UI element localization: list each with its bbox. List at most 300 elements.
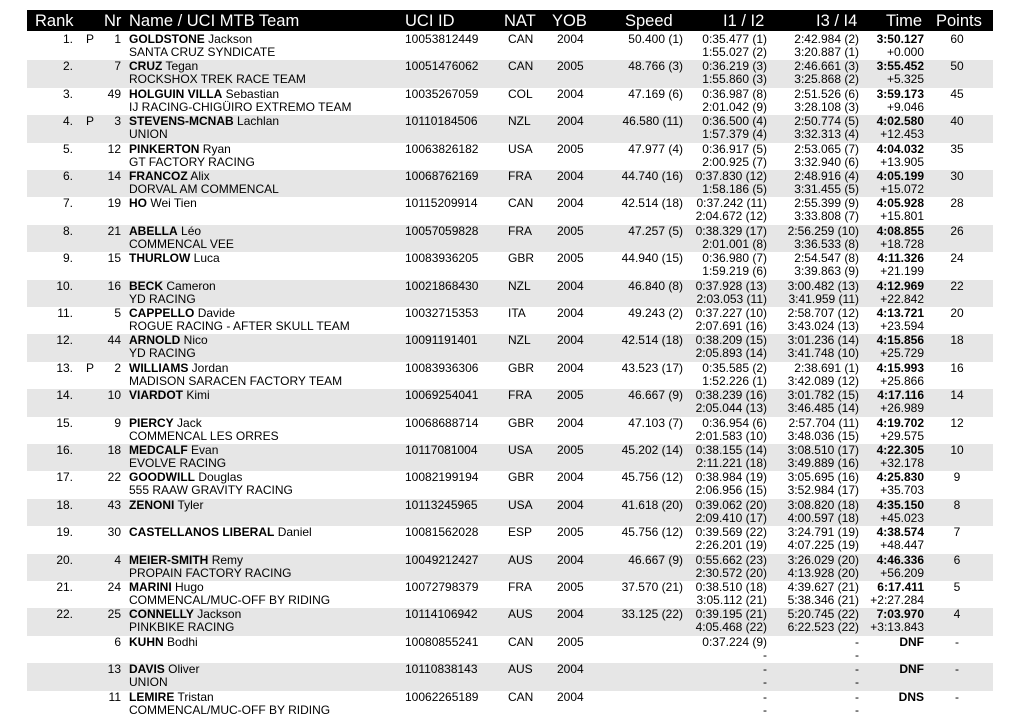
rider-first-name: Oliver [168, 662, 200, 677]
team-name: MADISON SARACEN FACTORY TEAM [129, 373, 343, 388]
split-i2: 1:57.379 (4) [702, 127, 767, 142]
rider-last-name: STEVENS-MCNAB [129, 114, 234, 129]
split-i1: 0:39.062 (20) [695, 497, 767, 512]
finish-time: 4:02.580 [876, 114, 924, 129]
rank-cell: 20. [56, 552, 73, 567]
finish-time: 4:15.993 [876, 360, 924, 375]
rider-last-name: MARINI [129, 580, 172, 594]
col-time: Time [886, 12, 923, 30]
split-i4: 3:41.959 (11) [788, 291, 859, 306]
team-name: YD RACING [129, 346, 196, 361]
rider-first-name: Léo [181, 223, 202, 238]
rank-cell: 2. [62, 59, 73, 74]
rider-first-name: Tyler [177, 497, 204, 512]
split-i1: - [763, 662, 767, 677]
uci-id: 10069254041 [405, 388, 479, 403]
team-name: PROPAIN FACTORY RACING [129, 565, 292, 580]
rider-last-name: DAVIS [129, 662, 165, 677]
split-i3: - [855, 662, 859, 677]
rider-first-name: Luca [193, 251, 220, 266]
uci-id: 10049212427 [405, 552, 479, 567]
rider-name [129, 499, 203, 513]
uci-id: 10113245965 [405, 497, 478, 512]
split-i1: 0:55.662 (23) [695, 552, 767, 567]
split-i4: - [855, 647, 859, 662]
year-of-birth: 2004 [557, 86, 584, 101]
split-i4: 5:38.346 (21) [787, 593, 859, 607]
rank-cell: 8. [62, 223, 73, 238]
split-i2: 2:07.691 (16) [695, 319, 767, 333]
table-row [27, 608, 993, 635]
points: 6 [953, 552, 961, 567]
rider-first-name: Nico [183, 333, 208, 348]
points: 60 [950, 32, 964, 46]
table-row [27, 225, 993, 252]
nationality: USA [508, 141, 533, 156]
time-gap: +29.575 [880, 428, 924, 443]
time-gap: +32.178 [880, 456, 924, 470]
bib-number: 22 [107, 470, 121, 485]
nationality: USA [508, 497, 533, 512]
time-gap: +56.209 [880, 565, 924, 580]
points: 28 [950, 196, 964, 211]
rider-first-name: Alix [190, 169, 210, 183]
rider-first-name: Lachlan [237, 114, 280, 129]
split-i1: 0:36.917 (5) [702, 141, 767, 156]
table-row [27, 252, 993, 279]
uci-id: 10057059828 [405, 223, 479, 238]
split-i3: 2:54.547 (8) [794, 251, 859, 266]
speed-trap: 42.514 (18) [621, 196, 683, 211]
split-i3: 3:24.791 (19) [787, 525, 859, 540]
time-gap: +35.703 [880, 483, 924, 498]
points: 9 [953, 470, 961, 485]
split-i3: 2:48.916 (4) [794, 169, 859, 183]
split-i2: 1:55.027 (2) [702, 45, 767, 59]
speed-trap: 37.570 (21) [621, 580, 683, 594]
nationality: CAN [508, 196, 534, 211]
finish-time: 4:11.326 [877, 251, 924, 266]
speed-trap: 44.740 (16) [621, 169, 683, 183]
split-i1: 0:37.224 (9) [702, 634, 767, 649]
speed-trap: 45.756 (12) [621, 525, 683, 540]
rider-name [129, 389, 210, 403]
rider-last-name: CONNELLY [129, 607, 194, 622]
rider-first-name: Hugo [175, 580, 204, 594]
year-of-birth: 2005 [557, 251, 584, 266]
team-name: UNION [129, 127, 168, 142]
finish-time: 4:22.305 [876, 443, 924, 457]
bib-number: 25 [107, 607, 121, 622]
rider-first-name: Ryan [202, 141, 231, 156]
bib-number: 13 [107, 662, 121, 677]
split-i3: 5:20.745 (22) [787, 607, 859, 622]
col-name: Name / UCI MTB Team [129, 12, 300, 30]
uci-id: 10053812449 [405, 32, 479, 46]
split-i4: 6:22.523 (22) [787, 620, 859, 635]
nationality: COL [508, 86, 533, 101]
split-i3: - [855, 689, 859, 704]
rider-first-name: Jordan [191, 360, 229, 375]
points: 26 [950, 223, 964, 238]
split-i1: 0:37.242 (11) [696, 196, 767, 211]
split-i4: 3:32.313 (4) [794, 127, 859, 142]
nationality: ESP [508, 525, 533, 540]
year-of-birth: 2004 [557, 470, 584, 485]
table-row [27, 554, 993, 581]
nationality: NZL [508, 278, 531, 293]
split-i3: 3:00.482 (13) [787, 278, 859, 293]
split-i2: 2:01.001 (8) [702, 236, 767, 251]
split-i4: 3:42.089 (12) [787, 373, 859, 388]
time-gap: +18.728 [880, 236, 924, 251]
nationality: CAN [508, 59, 534, 74]
uci-id: 10062265189 [405, 689, 479, 704]
finish-time: 4:35.150 [876, 497, 924, 512]
time-gap: +12.453 [880, 127, 924, 142]
team-name: DORVAL AM COMMENCAL [129, 182, 279, 196]
speed-trap: 47.257 (5) [628, 223, 683, 238]
split-i1: 0:36.219 (3) [702, 59, 767, 74]
points: 22 [950, 278, 964, 293]
bib-number: 43 [107, 497, 121, 512]
year-of-birth: 2004 [557, 306, 584, 320]
team-name: PINKBIKE RACING [129, 620, 235, 635]
bib-number: 4 [114, 552, 121, 567]
points: 30 [950, 169, 964, 183]
table-row [27, 636, 993, 663]
uci-id: 10083936306 [405, 360, 479, 375]
rider-name [129, 636, 198, 650]
speed-trap: 47.103 (7) [628, 415, 683, 430]
year-of-birth: 2004 [557, 333, 584, 348]
team-name: COMMENCAL LES ORRES [129, 428, 279, 443]
rider-first-name: Jack [177, 415, 202, 430]
nationality: GBR [508, 415, 535, 430]
split-i1: 0:37.928 (13) [695, 278, 767, 293]
year-of-birth: 2004 [557, 196, 584, 211]
table-row [27, 499, 993, 526]
points: 8 [953, 497, 961, 512]
bib-number: 24 [107, 580, 121, 594]
finish-time: 4:13.721 [876, 306, 924, 320]
time-gap: +15.801 [880, 209, 924, 224]
team-name: COMMENCAL/MUC-OFF BY RIDING [129, 593, 331, 607]
split-i2: 2:01.583 (10) [695, 428, 767, 443]
speed-trap: 46.580 (11) [622, 114, 683, 129]
split-i3: 3:26.029 (20) [787, 552, 859, 567]
finish-time: 4:46.336 [876, 552, 924, 567]
points: 7 [953, 525, 961, 540]
speed-trap: 44.940 (15) [621, 251, 683, 266]
table-row [27, 33, 993, 60]
finish-time: 4:12.969 [876, 278, 924, 293]
speed-trap: 49.243 (2) [628, 306, 683, 320]
year-of-birth: 2004 [557, 662, 584, 677]
rider-first-name: Tegan [165, 59, 199, 74]
nationality: AUS [508, 552, 533, 567]
split-i1: 0:38.209 (15) [695, 333, 767, 348]
rider-last-name: PINKERTON [129, 141, 200, 156]
time-gap: +3:13.843 [870, 620, 924, 635]
rider-first-name: Daniel [277, 525, 312, 540]
points: 14 [950, 388, 964, 403]
rider-last-name: THURLOW [129, 251, 191, 266]
nationality: ITA [508, 306, 526, 320]
uci-id: 10091191401 [405, 333, 478, 348]
speed-trap: 33.125 (22) [621, 607, 683, 622]
split-i4: 3:33.808 (7) [794, 209, 859, 224]
rider-first-name: Bodhi [167, 634, 198, 649]
split-i3: 3:01.236 (14) [787, 333, 859, 348]
team-name: IJ RACING-CHIGÜIRO EXTREMO TEAM [129, 99, 352, 114]
team-name: EVOLVE RACING [129, 456, 227, 470]
nationality: AUS [508, 662, 533, 677]
rider-first-name: Jackson [197, 607, 242, 622]
split-i3: 2:55.399 (9) [794, 196, 859, 211]
pole-marker: P [86, 114, 95, 129]
points: 18 [950, 333, 964, 348]
finish-time: 3:59.173 [876, 86, 924, 101]
rank-cell: 21. [56, 580, 73, 594]
rank-cell: 14. [56, 388, 73, 403]
bib-number: 44 [107, 333, 121, 348]
finish-time: 4:19.702 [876, 415, 924, 430]
table-row [27, 280, 993, 307]
rider-name [129, 252, 220, 266]
table-row [27, 170, 993, 197]
split-i2: 2:06.956 (15) [695, 483, 767, 498]
time-gap: +23.594 [880, 319, 924, 333]
uci-id: 10032715353 [405, 306, 479, 320]
split-i4: 3:25.868 (2) [794, 72, 859, 87]
rider-name [129, 197, 197, 211]
col-yob: YOB [552, 12, 587, 30]
nationality: FRA [508, 580, 532, 594]
split-i2: 2:09.410 (17) [695, 510, 767, 525]
year-of-birth: 2005 [557, 141, 584, 156]
rank-cell: 3. [62, 86, 73, 101]
finish-time: 4:05.199 [876, 169, 924, 183]
split-i3: 2:58.707 (12) [787, 306, 859, 320]
points: 10 [950, 443, 964, 457]
split-i2: 2:05.044 (13) [695, 401, 767, 416]
split-i4: 3:39.863 (9) [794, 264, 859, 279]
rider-first-name: Sebastian [225, 86, 280, 101]
split-i4: 3:28.108 (3) [794, 99, 859, 114]
points: 45 [950, 86, 964, 101]
rider-first-name: Tristan [177, 689, 214, 704]
year-of-birth: 2004 [557, 607, 584, 622]
col-nat: NAT [504, 12, 536, 30]
finish-time: DNF [899, 634, 924, 649]
year-of-birth: 2005 [557, 634, 584, 649]
bib-number: 21 [107, 223, 121, 238]
table-row [27, 417, 993, 444]
table-row [27, 691, 993, 718]
table-row [27, 143, 993, 170]
rider-last-name: VIARDOT [129, 388, 183, 403]
speed-trap: 46.840 (8) [628, 278, 683, 293]
split-i3: 2:50.774 (5) [794, 114, 859, 129]
finish-time: 4:08.855 [876, 223, 924, 238]
split-i1: 0:35.477 (1) [702, 32, 767, 46]
points: 12 [950, 415, 964, 430]
speed-trap: 45.756 (12) [621, 470, 683, 485]
split-i1: 0:36.500 (4) [702, 114, 767, 129]
bib-number: 6 [114, 634, 121, 649]
split-i4: 4:07.225 (19) [787, 538, 859, 553]
nationality: CAN [508, 32, 534, 46]
split-i2: - [763, 675, 767, 690]
rank-cell: 12. [56, 333, 73, 348]
bib-number: 9 [114, 415, 121, 430]
split-i3: 2:38.691 (1) [794, 360, 859, 375]
split-i2: 2:26.201 (19) [695, 538, 767, 553]
rider-first-name: Davide [197, 306, 236, 320]
points: 16 [950, 360, 964, 375]
bib-number: 18 [107, 443, 121, 457]
split-i4: 4:00.597 (18) [787, 510, 859, 525]
split-i4: 3:48.036 (15) [787, 428, 859, 443]
table-row [27, 663, 993, 690]
points: 35 [950, 141, 964, 156]
year-of-birth: 2005 [557, 223, 584, 238]
rank-cell: 4. [62, 114, 73, 129]
team-name: 555 RAAW GRAVITY RACING [129, 483, 293, 498]
uci-id: 10068762169 [405, 169, 479, 183]
team-name: UNION [129, 675, 168, 690]
nationality: CAN [508, 634, 534, 649]
team-name: COMMENCAL/MUC-OFF BY RIDING [129, 702, 331, 717]
split-i2: 2:03.053 (11) [696, 291, 767, 306]
split-i3: 2:46.661 (3) [794, 59, 859, 74]
split-i1: 0:38.984 (19) [695, 470, 767, 485]
rank-cell: 22. [56, 607, 73, 622]
split-i3: 2:57.704 (11) [788, 415, 859, 430]
year-of-birth: 2004 [557, 32, 584, 46]
time-gap: +45.023 [880, 510, 924, 525]
split-i1: 0:37.227 (10) [695, 306, 767, 320]
rank-cell: 11. [57, 306, 73, 320]
split-i2: - [763, 647, 767, 662]
speed-trap: 47.977 (4) [628, 141, 683, 156]
split-i3: 3:01.782 (15) [787, 388, 859, 403]
finish-time: 7:03.970 [876, 607, 924, 622]
finish-time: 4:04.032 [876, 141, 924, 156]
split-i3: - [855, 634, 859, 649]
speed-trap: 41.618 (20) [621, 497, 683, 512]
bib-number: 14 [107, 169, 121, 183]
year-of-birth: 2004 [557, 689, 584, 704]
col-rank: Rank [35, 12, 74, 30]
col-i1-i2: I1 / I2 [723, 12, 765, 30]
bib-number: 1 [114, 32, 121, 46]
split-i1: 0:36.980 (7) [702, 251, 767, 266]
nationality: AUS [508, 607, 533, 622]
rider-last-name: ZENONI [129, 497, 175, 512]
rider-last-name: CASTELLANOS LIBERAL [129, 525, 275, 540]
year-of-birth: 2004 [557, 169, 584, 183]
points: 5 [953, 580, 961, 594]
uci-id: 10117081004 [405, 443, 478, 457]
rider-last-name: MEDCALF [129, 443, 188, 457]
table-row [27, 526, 993, 553]
split-i2: 2:00.925 (7) [702, 154, 767, 169]
rank-cell: 13. [56, 360, 73, 375]
table-row [27, 197, 993, 224]
col-speed: Speed [625, 12, 673, 30]
split-i4: - [855, 675, 859, 690]
speed-trap: 50.400 (1) [628, 32, 683, 46]
time-gap: +15.072 [880, 182, 924, 196]
bib-number: 7 [114, 59, 121, 74]
split-i4: 3:36.533 (8) [794, 236, 859, 251]
uci-id: 10110184506 [405, 114, 478, 129]
split-i3: 3:05.695 (16) [787, 470, 859, 485]
col-i3-i4: I3 / I4 [816, 12, 858, 30]
uci-id: 10021868430 [405, 278, 479, 293]
time-gap: +0.000 [886, 45, 924, 59]
split-i1: 0:38.510 (18) [695, 580, 767, 594]
pole-marker: P [86, 360, 95, 375]
nationality: FRA [508, 169, 532, 183]
year-of-birth: 2004 [557, 114, 584, 129]
split-i1: 0:38.329 (17) [695, 223, 767, 238]
year-of-birth: 2004 [557, 415, 584, 430]
team-name: ROCKSHOX TREK RACE TEAM [129, 72, 306, 87]
rider-last-name: LEMIRE [129, 689, 175, 704]
split-i2: 2:11.221 (18) [696, 456, 767, 470]
speed-trap: 46.667 (9) [628, 552, 683, 567]
split-i1: 0:35.585 (2) [702, 360, 767, 375]
team-name: GT FACTORY RACING [129, 154, 255, 169]
rider-last-name: ARNOLD [129, 333, 181, 348]
split-i4: - [855, 702, 859, 717]
rider-last-name: MEIER-SMITH [129, 552, 209, 567]
time-gap: +25.729 [880, 346, 924, 361]
points: 20 [950, 306, 964, 320]
rider-last-name: CRUZ [129, 59, 163, 74]
rider-last-name: PIERCY [129, 415, 174, 430]
table-row [27, 307, 993, 334]
nationality: FRA [508, 388, 532, 403]
split-i2: 3:05.112 (21) [696, 593, 767, 607]
team-name: YD RACING [129, 291, 196, 306]
uci-id: 10072798379 [405, 580, 479, 594]
nationality: FRA [508, 223, 532, 238]
table-row [27, 334, 993, 361]
rider-last-name: HO [129, 196, 147, 211]
uci-id: 10081562028 [405, 525, 479, 540]
bib-number: 30 [107, 525, 121, 540]
time-gap: +22.842 [880, 291, 924, 306]
pole-marker: P [86, 32, 95, 46]
split-i4: 3:49.889 (16) [787, 456, 859, 470]
time-gap: +25.866 [880, 373, 924, 388]
uci-id: 10051476062 [405, 59, 479, 74]
finish-time: 4:05.928 [876, 196, 924, 211]
time-gap: +26.989 [880, 401, 924, 416]
rank-cell: 15. [56, 415, 73, 430]
split-i2: 2:30.572 (20) [695, 565, 767, 580]
table-row [27, 389, 993, 416]
year-of-birth: 2005 [557, 388, 584, 403]
split-i1: 0:39.569 (22) [695, 525, 767, 540]
rank-cell: 19. [56, 525, 73, 540]
rider-last-name: FRANCOZ [129, 169, 188, 183]
points: - [955, 634, 959, 649]
